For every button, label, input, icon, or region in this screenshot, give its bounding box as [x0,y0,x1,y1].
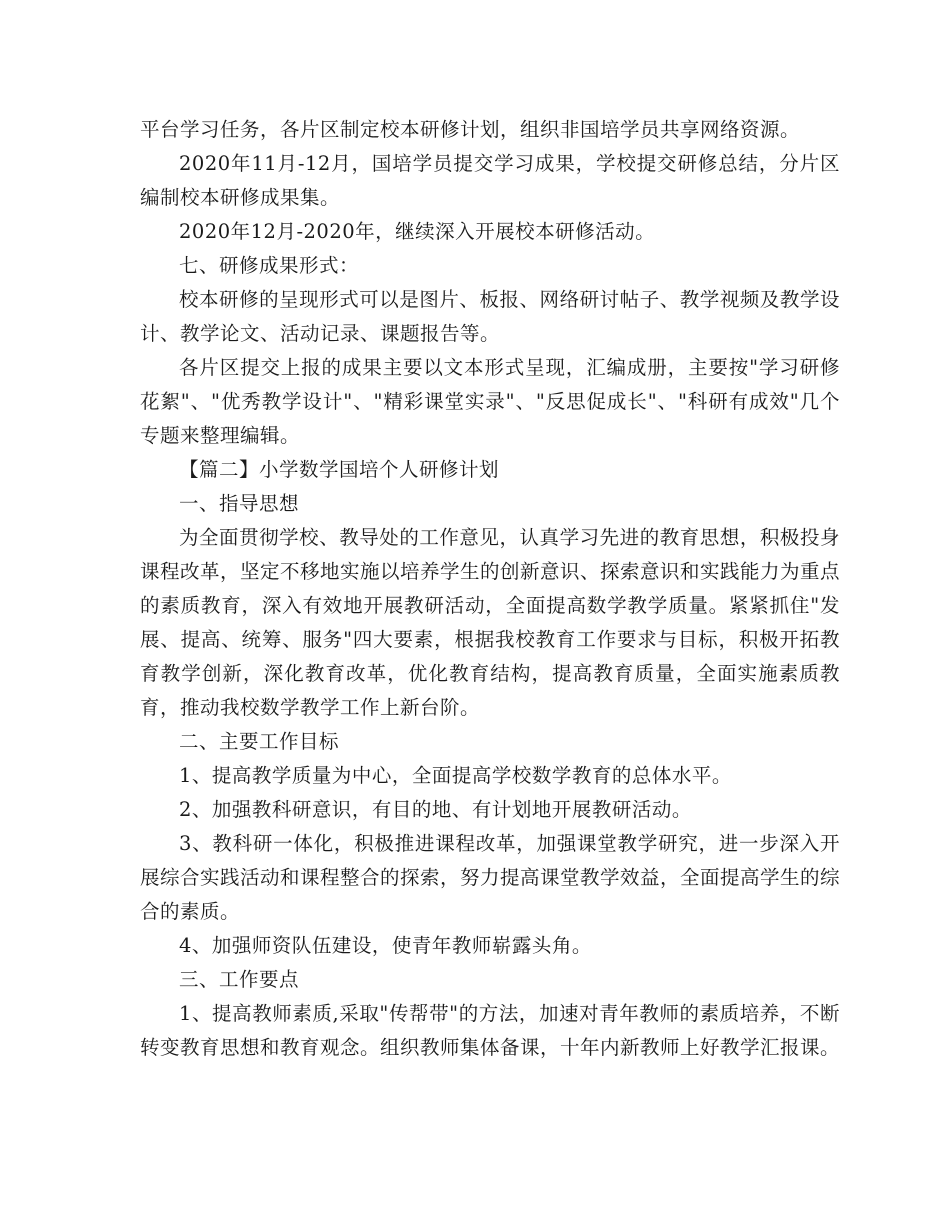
paragraph-schedule-nov-dec: 2020年11月-12月，国培学员提交学习成果，学校提交研修总结，分片区编制校本研修成果集。 [140,152,840,209]
section-heading-main-goals: 二、主要工作目标 [179,730,340,753]
paragraph-outcome-forms: 校本研修的呈现形式可以是图片、板报、网络研讨帖子、教学视频及教学设计、教学论文、活动记录、课题报告等。 [140,288,840,345]
paragraph-guiding-ideas: 为全面贯彻学校、教导处的工作意见，认真学习先进的教育思想，积极投身课程改革，坚定不移地实施以培养学生的创新意识、探索意识和实践能力为重点的素质教育，深入有效地开展教研活动，全面提高数学教学质量。紧紧抓住"发展、提高、统筹、服务"四大要素，根据我校教育工作要求与目标，积极开拓教育教学创新，深化教育改革，优化教育结构，提高教育质量，全面实施素质教育，推动我校数学教学工作上新台阶。 [140,526,841,719]
section-heading-guiding-ideas: 一、指导思想 [179,492,300,515]
list-item-goal-1: 1、提高教学质量为中心，全面提高学校数学教育的总体水平。 [179,764,732,787]
paragraph-schedule-dec: 2020年12月-2020年，继续深入开展校本研修活动。 [179,220,656,243]
document-body [140,113,840,1065]
list-item-key-point-1: 1、提高教师素质,采取"传帮带"的方法，加速对青年教师的素质培养，不断转变教育思想和教育观念。组织教师集体备课，十年内新教师上好教学汇报课。 [140,1002,841,1059]
article-title-part-two: 【篇二】小学数学国培个人研修计划 [179,458,500,481]
list-item-goal-3: 3、教科研一体化，积极推进课程改革，加强课堂教学研究，进一步深入开展综合实践活动和课程整合的探索，努力提高课堂教学效益，全面提高学生的综合的素质。 [140,832,841,923]
section-heading-key-points: 三、工作要点 [179,968,300,991]
section-heading-outcome-forms: 七、研修成果形式： [179,254,360,277]
list-item-goal-2: 2、加强教科研意识，有目的地、有计划地开展教研活动。 [179,798,692,821]
paragraph-outcome-submission: 各片区提交上报的成果主要以文本形式呈现，汇编成册，主要按"学习研修花絮"、"优秀教学设计"、"精彩课堂实录"、"反思促成长"、"科研有成效"几个专题来整理编辑。 [140,356,840,447]
list-item-goal-4: 4、加强师资队伍建设，使青年教师崭露头角。 [179,934,592,957]
paragraph-continuation: 平台学习任务，各片区制定校本研修计划，组织非国培学员共享网络资源。 [140,118,801,141]
